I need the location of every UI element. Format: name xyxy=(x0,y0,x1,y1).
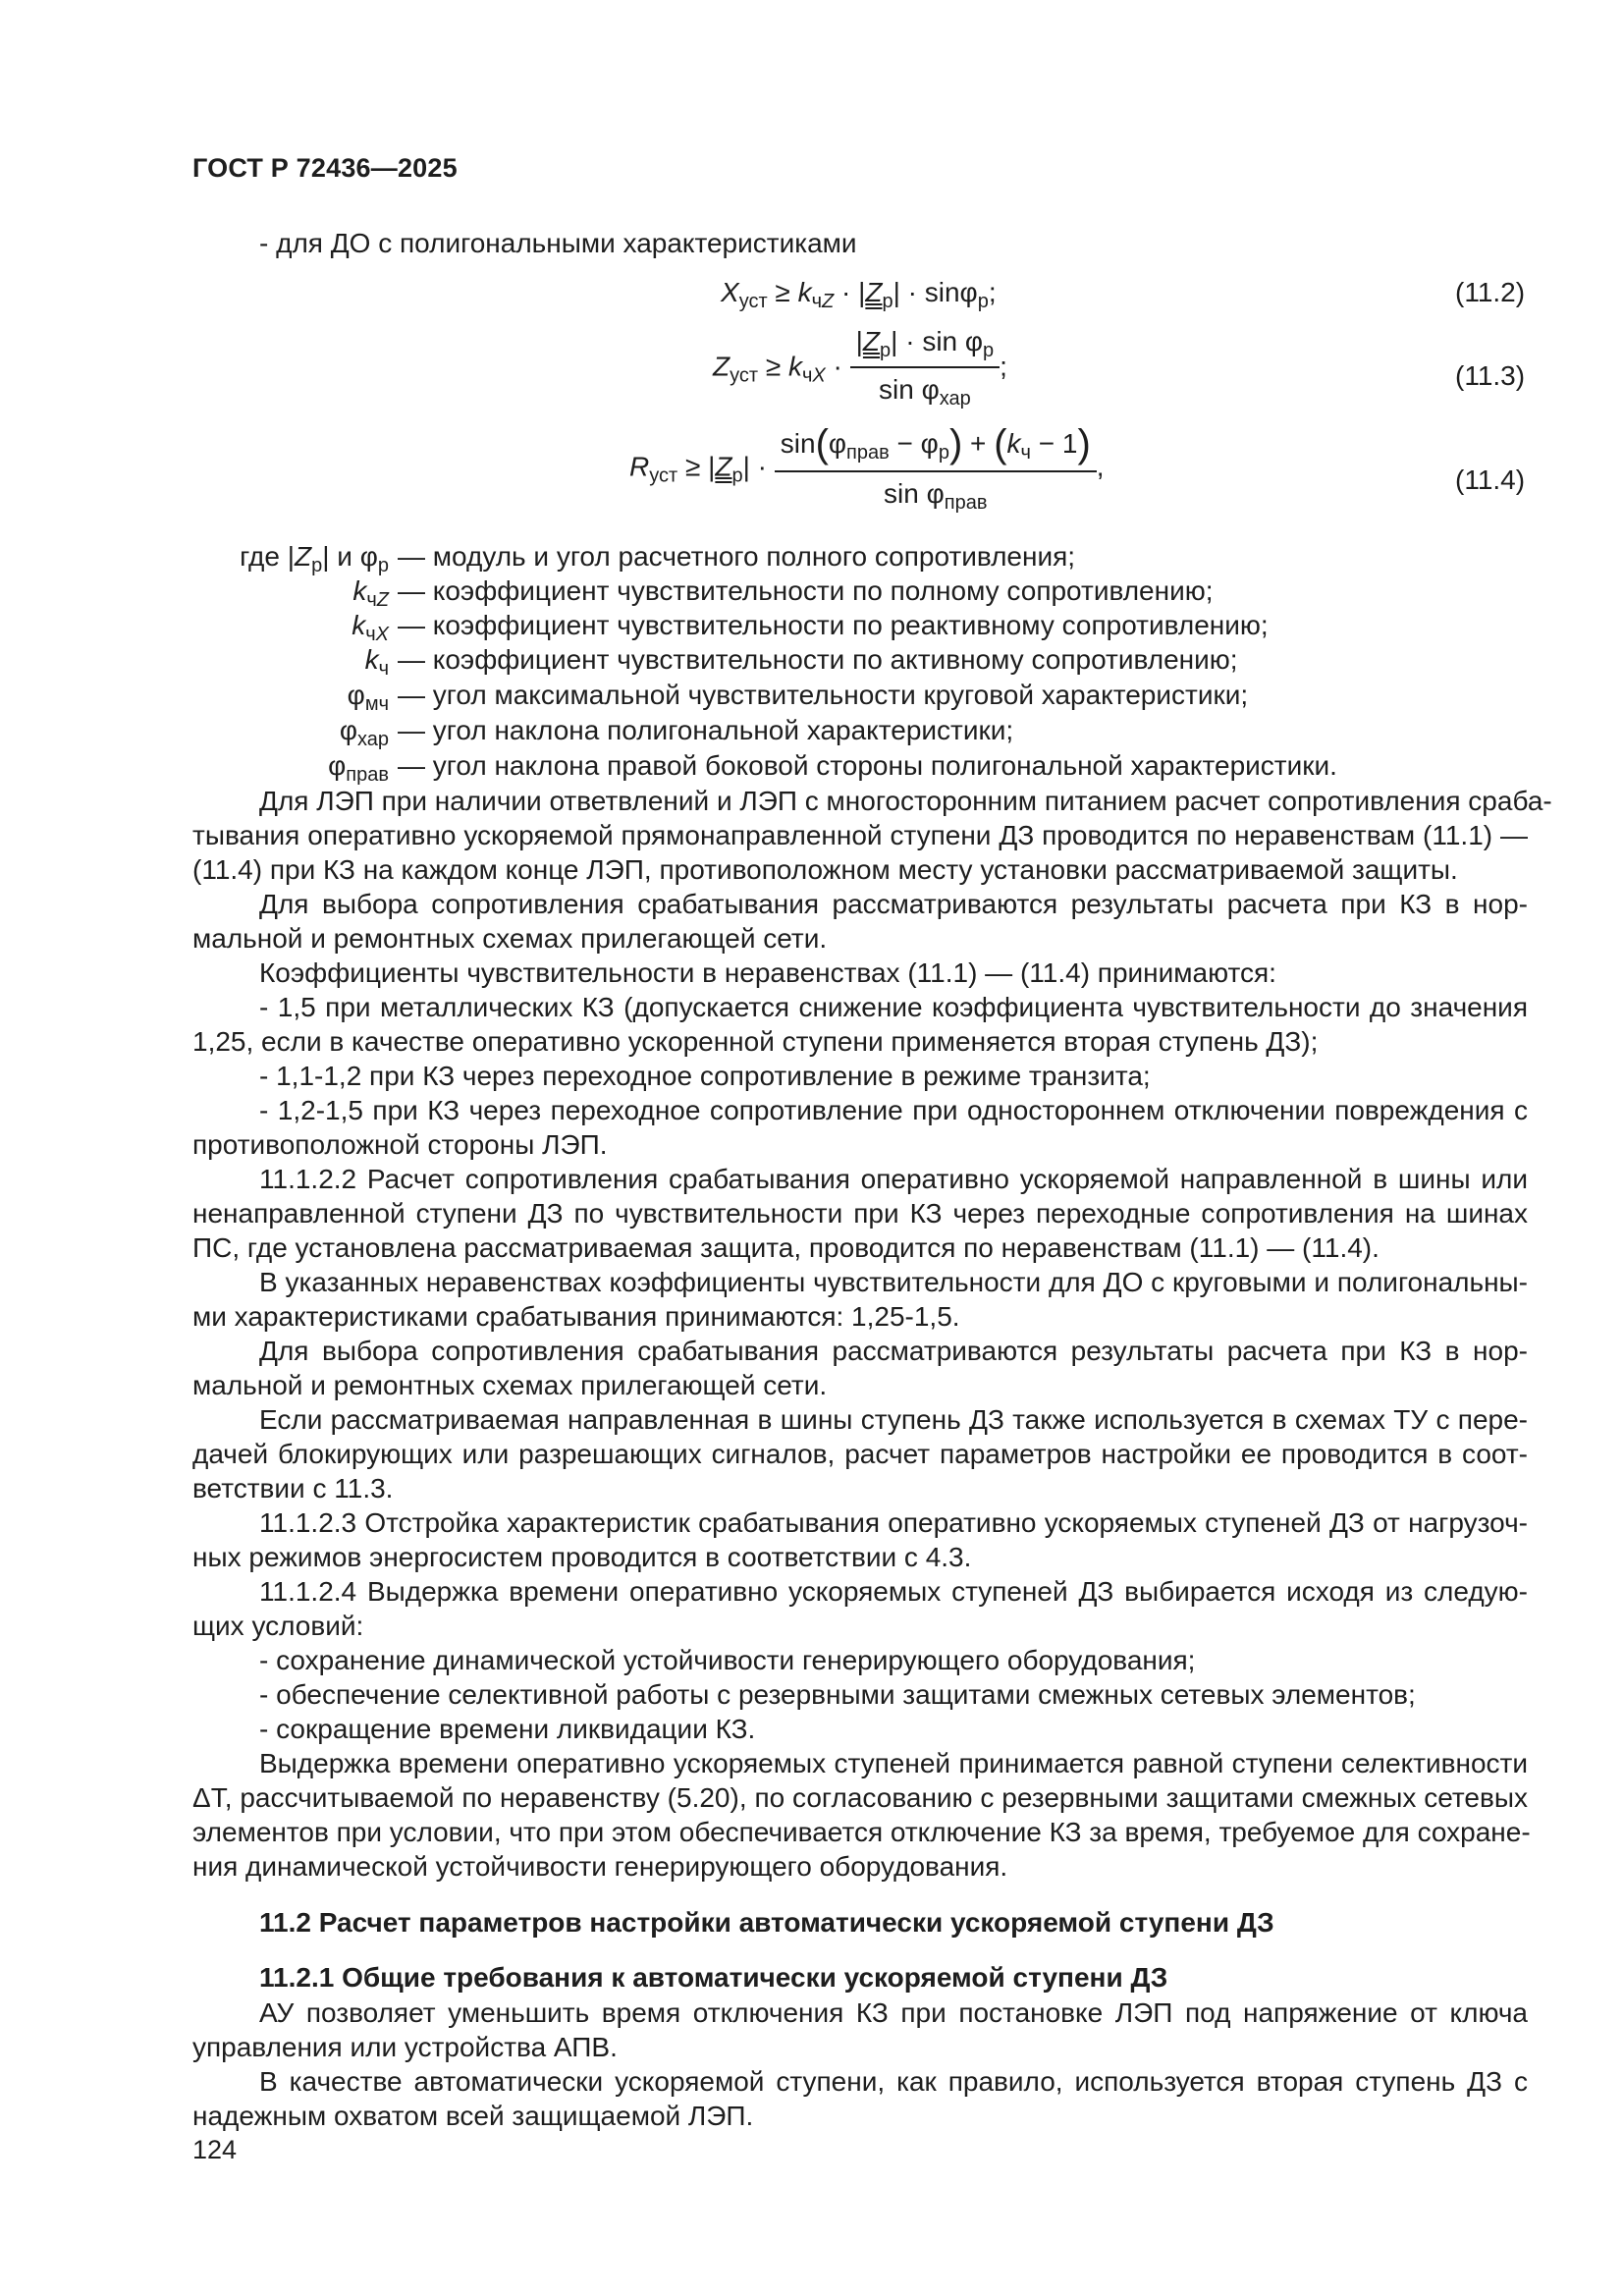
paragraph-line: мальной и ремонтных схемах прилегающей сети. xyxy=(192,1370,828,1400)
paragraph-line: надежным охватом всей защищаемой ЛЭП. xyxy=(192,2101,754,2131)
equation-11-3: $Z_{уст} \ge k_{чX}$ · $\frac{|Z_р| \cdot \sin \varphi_р}{\sin \varphi_{хар}}$ ; xyxy=(713,326,1007,410)
paragraph-line: ПС, где установлена рассматриваемая защита, проводится по неравенствам (11.1) — (11.4). xyxy=(192,1232,1380,1263)
paragraph-line: - сокращение времени ликвидации КЗ. xyxy=(259,1714,756,1744)
paragraph-line: Для выбора сопротивления срабатывания рассматриваются результаты расчета при КЗ в нор- xyxy=(259,889,1528,919)
paragraph-line: ΔT, рассчитываемой по неравенству (5.20), по согласованию с резервными защитами смежных сетевых xyxy=(192,1782,1528,1813)
paragraph-line: ветствии с 11.3. xyxy=(192,1473,394,1503)
paragraph-line: АУ позволяет уменьшить время отключения КЗ при постановке ЛЭП под напряжение от ключа xyxy=(259,1997,1528,2028)
equation-11-2: $X_{уст} \ge k_{чZ} \cdot |Z_р| \cdot \sin\varphi_р$; xyxy=(721,277,997,312)
definition-text: — коэффициент чувствительности по реактивному сопротивлению; xyxy=(398,610,1269,640)
paragraph-line: - обеспечение селективной работы с резервными защитами смежных сетевых элементов; xyxy=(259,1679,1416,1710)
paragraph-line: 1,25, если в качестве оперативно ускоренной ступени применяется вторая ступень ДЗ); xyxy=(192,1026,1319,1057)
paragraph-line: Для выбора сопротивления срабатывания рассматриваются результаты расчета при КЗ в нор- xyxy=(259,1336,1528,1366)
paragraph-line: ния динамической устойчивости генерирующего оборудования. xyxy=(192,1851,1008,1882)
paragraph-line: Выдержка времени оперативно ускоряемых ступеней принимается равной ступени селективности xyxy=(259,1748,1528,1778)
paragraph-line: 11.1.2.4 Выдержка времени оперативно ускоряемых ступеней ДЗ выбирается исходя из следую- xyxy=(259,1576,1528,1607)
equation-number-11-3: (11.3) xyxy=(1455,360,1526,391)
definition-symbol-kchz: $k_{чZ}$ xyxy=(352,575,389,611)
paragraph-line: элементов при условии, что при этом обеспечивается отключение КЗ за время, требуемое для сохране- xyxy=(192,1817,1531,1847)
paragraph-line: - 1,1-1,2 при КЗ через переходное сопротивление в режиме транзита; xyxy=(259,1061,1151,1091)
definition-text: — коэффициент чувствительности по активному сопротивлению; xyxy=(398,644,1238,675)
paragraph-line: дачей блокирующих или разрешающих сигналов, расчет параметров настройки ее проводится в соот- xyxy=(192,1439,1528,1469)
definition-text: — модуль и угол расчетного полного сопротивления; xyxy=(398,541,1076,572)
paragraph-line: управления или устройства АПВ. xyxy=(192,2032,618,2062)
paragraph-line: противоположной стороны ЛЭП. xyxy=(192,1129,608,1160)
paragraph-line: В качестве автоматически ускоряемой ступени, как правило, используется вторая ступень ДЗ с xyxy=(259,2066,1528,2097)
paragraph-line: ных режимов энергосистем проводится в соответствии с 4.3. xyxy=(192,1542,972,1572)
definition-text: — угол максимальной чувствительности круговой характеристики; xyxy=(398,680,1249,710)
paragraph-line: Коэффициенты чувствительности в неравенствах (11.1) — (11.4) принимаются: xyxy=(259,957,1276,988)
definition-symbol-phi-har: $\varphi_{хар}$ xyxy=(339,715,389,750)
paragraph-line: - 1,2-1,5 при КЗ через переходное сопротивление при одностороннем отключении повреждения с xyxy=(259,1095,1528,1125)
polygonal-intro: - для ДО с полигональными характеристиками xyxy=(259,228,857,258)
paragraph-line: 11.1.2.2 Расчет сопротивления срабатывания оперативно ускоряемой направленной в шины или xyxy=(259,1164,1528,1194)
paragraph-line: ненаправленной ступени ДЗ по чувствительности при КЗ через переходные сопротивления на шинах xyxy=(192,1198,1528,1229)
paragraph-line: Для ЛЭП при наличии ответвлений и ЛЭП с многосторонним питанием расчет сопротивления сраба- xyxy=(259,786,1552,816)
paragraph-line: Если рассматриваемая направленная в шины ступень ДЗ также используется в схемах ТУ с пере- xyxy=(259,1404,1528,1435)
paragraph-line: В указанных неравенствах коэффициенты чувствительности для ДО с круговыми и полигональны- xyxy=(259,1267,1528,1297)
definition-text: — угол наклона правой боковой стороны полигональной характеристики. xyxy=(398,750,1337,781)
document-header: ГОСТ Р 72436—2025 xyxy=(192,153,458,183)
paragraph-line: - сохранение динамической устойчивости генерирующего оборудования; xyxy=(259,1645,1196,1675)
equation-11-4: $R_{уст} \ge |Z_р|$ · $\frac{\sin(\varphi_{прав} - \varphi_р) + (k_ч - 1)}{\sin \varphi_{прав}}$ , xyxy=(629,422,1105,514)
definition-text: — угол наклона полигональной характеристики; xyxy=(398,715,1014,745)
paragraph-line: 11.1.2.3 Отстройка характеристик срабатывания оперативно ускоряемых ступеней ДЗ от нагрузоч- xyxy=(259,1507,1528,1538)
paragraph-line: - 1,5 при металлических КЗ (допускается снижение коэффициента чувствительности до значения xyxy=(259,992,1528,1022)
paragraph-line: тывания оперативно ускоряемой прямонаправленной ступени ДЗ проводится по неравенствам (11.1) — xyxy=(192,820,1528,850)
paragraph-line: щих условий: xyxy=(192,1611,364,1641)
definition-symbol-phi-mch: $\varphi_{мч}$ xyxy=(347,680,389,715)
definition-text: — коэффициент чувствительности по полному сопротивлению; xyxy=(398,575,1214,606)
definition-symbol-kchx: $k_{чX}$ xyxy=(352,610,389,645)
paragraph-line: мальной и ремонтных схемах прилегающей сети. xyxy=(192,923,828,954)
definition-symbol-zp-phip: где $|Z_р|$ и $\varphi_р$ xyxy=(240,541,389,576)
section-heading-11-2: 11.2 Расчет параметров настройки автоматически ускоряемой ступени ДЗ xyxy=(259,1907,1274,1938)
section-heading-11-2-1: 11.2.1 Общие требования к автоматически ускоряемой ступени ДЗ xyxy=(259,1962,1168,1993)
definition-symbol-kch: $k_ч$ xyxy=(364,644,389,680)
paragraph-line: (11.4) при КЗ на каждом конце ЛЭП, противоположном месту установки рассматриваемой защиты. xyxy=(192,854,1458,885)
definition-symbol-phi-prav: $\varphi_{прав}$ xyxy=(328,750,389,786)
paragraph-line: ми характеристиками срабатывания принимаются: 1,25-1,5. xyxy=(192,1301,960,1332)
equation-number-11-2: (11.2) xyxy=(1455,277,1526,307)
page-number: 124 xyxy=(192,2135,238,2164)
equation-number-11-4: (11.4) xyxy=(1455,465,1526,495)
